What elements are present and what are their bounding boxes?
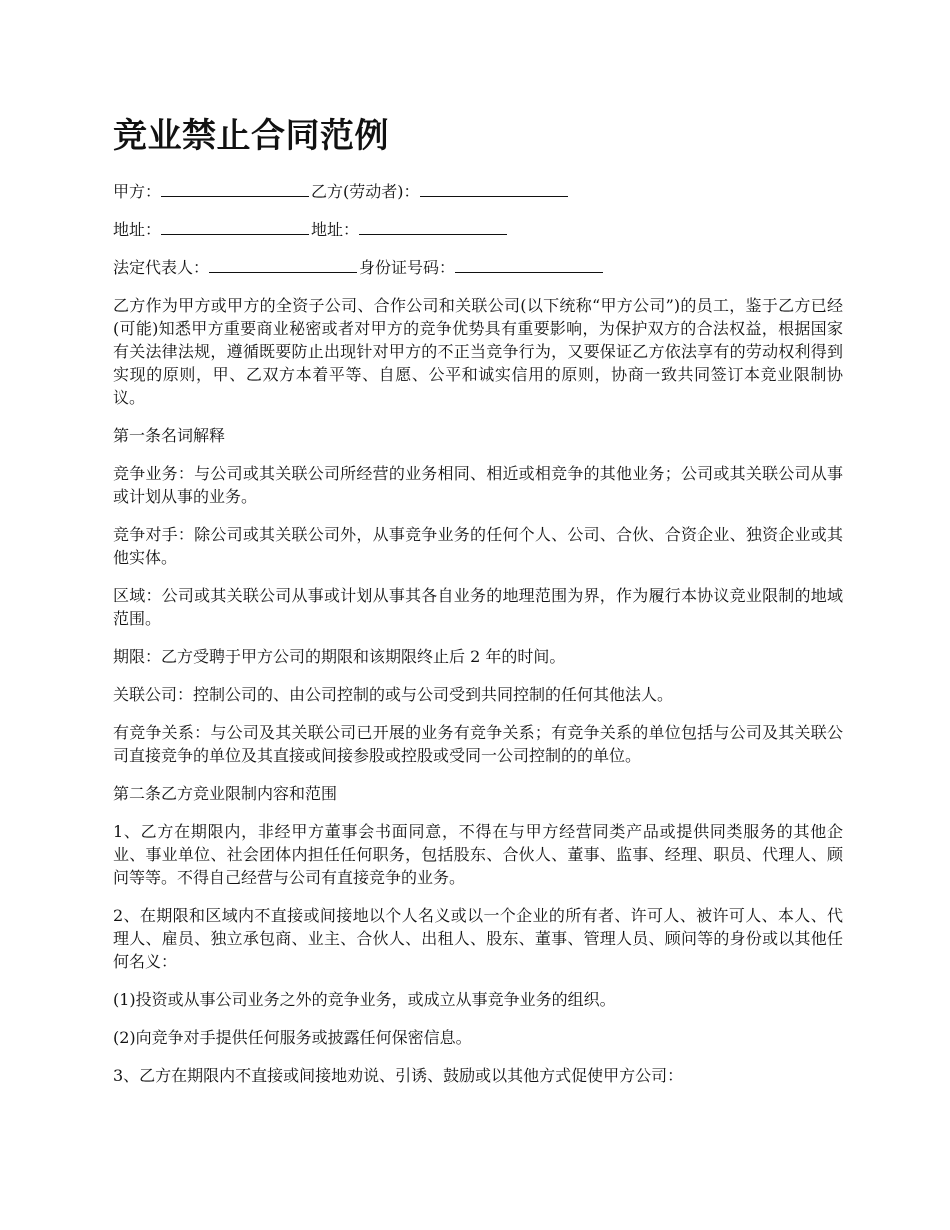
document-page xyxy=(113,112,843,1102)
article2-item: 2、在期限和区域内不直接或间接地以个人名义或以一个企业的所有者、许可人、被许可人、本人、代理人、雇员、独立承包商、业主、合伙人、出租人、股东、董事、管理人员、顾问等的身份或以其他任何名义： xyxy=(113,906,843,971)
legal-rep-blank xyxy=(209,258,357,273)
address-a-blank xyxy=(161,220,309,235)
id-number-blank xyxy=(455,258,603,273)
intro-paragraph: 乙方作为甲方或甲方的全资子公司、合作公司和关联公司(以下统称“甲方公司”)的员工，鉴于乙方已经(可能)知悉甲方重要商业秘密或者对甲方的竞争优势具有重要影响，为保护双方的合法权益，根据国家有关法律法规，遵循既要防止出现针对甲方的不正当竞争行为，又要保证乙方依法享有的劳动权利得到实现的原则，甲、乙双方本着平等、自愿、公平和诚实信用的原则，协商一致共同签订本竞业限制协议。 xyxy=(113,296,843,407)
article1-item: 期限：乙方受聘于甲方公司的期限和该期限终止后 2 年的时间。 xyxy=(113,647,566,666)
legal-rep-label: 法定代表人： xyxy=(113,258,210,277)
party-b-label: 乙方(劳动者)： xyxy=(311,182,420,201)
article1-heading: 第一条名词解释 xyxy=(113,426,226,445)
party-fields-row xyxy=(113,180,843,204)
document-title: 竞业禁止合同范例 xyxy=(113,116,389,156)
party-a-label: 甲方： xyxy=(113,182,162,201)
article1-item: 竞争业务：与公司或其关联公司所经营的业务相同、相近或相竞争的其他业务；公司或其关联公司从事或计划从事的业务。 xyxy=(113,464,843,506)
article1-item: 区域：公司或其关联公司从事或计划从事其各自业务的地理范围为界，作为履行本协议竞业限制的地域范围。 xyxy=(113,586,843,628)
article1-item: 竞争对手：除公司或其关联公司外，从事竞争业务的任何个人、公司、合伙、合资企业、独资企业或其他实体。 xyxy=(113,525,843,567)
address-b-blank xyxy=(359,220,507,235)
id-number-label: 身份证号码： xyxy=(359,258,456,277)
representative-fields-row xyxy=(113,256,843,280)
article1-item: 有竞争关系：与公司及其关联公司已开展的业务有竞争关系；有竞争关系的单位包括与公司及其关联公司直接竞争的单位及其直接或间接参股或控股或受同一公司控制的的单位。 xyxy=(113,723,843,765)
article1-item: 关联公司：控制公司的、由公司控制的或与公司受到共同控制的任何其他法人。 xyxy=(113,685,674,704)
address-fields-row xyxy=(113,218,843,242)
article2-item: 3、乙方在期限内不直接或间接地劝说、引诱、鼓励或以其他方式促使甲方公司： xyxy=(113,1066,684,1085)
article2-heading: 第二条乙方竞业限制内容和范围 xyxy=(113,784,338,803)
article2-item: 1、乙方在期限内，非经甲方董事会书面同意，不得在与甲方经营同类产品或提供同类服务的其他企业、事业单位、社会团体内担任任何职务，包括股东、合伙人、董事、监事、经理、职员、代理人、顾问等等。不得自己经营与公司有直接竞争的业务。 xyxy=(113,822,843,887)
address-a-label: 地址： xyxy=(113,220,162,239)
party-b-blank xyxy=(420,182,568,197)
address-b-label: 地址： xyxy=(311,220,360,239)
article2-item: (2)向竞争对手提供任何服务或披露任何保密信息。 xyxy=(113,1028,472,1047)
party-a-blank xyxy=(161,182,309,197)
article2-item: (1)投资或从事公司业务之外的竞争业务，或成立从事竞争业务的组织。 xyxy=(113,990,616,1009)
